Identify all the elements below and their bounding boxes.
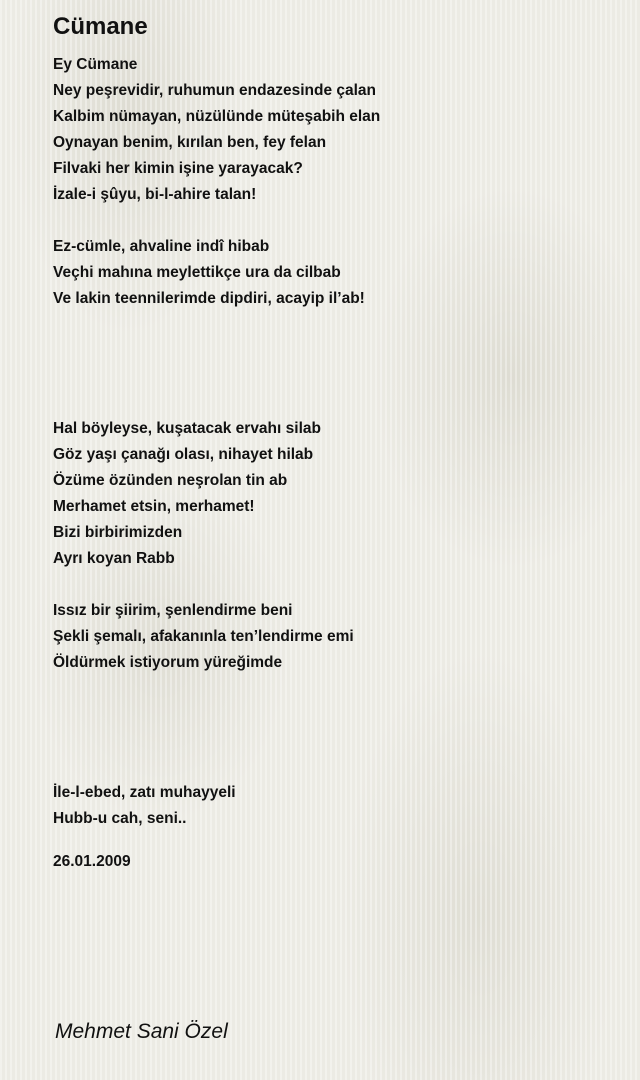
poem-line: Kalbim nümayan, nüzülünde müteşabih elan [53, 108, 381, 125]
poem-line: Öldürmek istiyorum yüreğimde [53, 654, 283, 671]
poem-line: Şekli şemalı, afakanınla ten’lendirme emi [53, 628, 354, 645]
stanza-gap [53, 572, 613, 598]
poem-line: Özüme özünden neşrolan tin ab [53, 472, 288, 489]
poem-body [53, 52, 613, 832]
poem-line: Ez-cümle, ahvaline indî hibab [53, 238, 270, 255]
poem-line: Ve lakin teennilerimde dipdiri, acayip il’ab! [53, 290, 365, 307]
poem-line: Hal böyleyse, kuşatacak ervahı silab [53, 420, 321, 437]
stanza-gap [53, 208, 613, 234]
poem-line: Veçhi mahına meylettikçe ura da cilbab [53, 264, 341, 281]
poem-line: Ney peşrevidir, ruhumun endazesinde çalan [53, 82, 377, 99]
author-signature: Mehmet Sani Özel [55, 1020, 228, 1043]
stanza-3 [53, 416, 613, 572]
poem-line: Bizi birbirimizden [53, 524, 183, 541]
poem-line: İle-l-ebed, zatı muhayyeli [53, 784, 236, 801]
poem-line: Filvaki her kimin işine yarayacak? [53, 160, 303, 177]
poem-line: Oynayan benim, kırılan ben, fey felan [53, 134, 327, 151]
poem-line: Hubb-u cah, seni.. [53, 810, 187, 827]
stanza-1 [53, 52, 613, 208]
stanza-4 [53, 598, 613, 676]
poem-line: Ayrı koyan Rabb [53, 550, 175, 567]
stanza-gap [53, 676, 613, 780]
poem-date: 26.01.2009 [53, 853, 131, 870]
poem-line: Göz yaşı çanağı olası, nihayet hilab [53, 446, 314, 463]
poem-line: İzale-i şûyu, bi-l-ahire talan! [53, 186, 257, 203]
stanza-2 [53, 234, 613, 312]
poem-line: Issız bir şiirim, şenlendirme beni [53, 602, 293, 619]
poem-line: Ey Cümane [53, 56, 138, 73]
stanza-5 [53, 780, 613, 832]
stanza-gap [53, 312, 613, 416]
poem-line: Merhamet etsin, merhamet! [53, 498, 255, 515]
poem-title: Cümane [53, 13, 148, 40]
